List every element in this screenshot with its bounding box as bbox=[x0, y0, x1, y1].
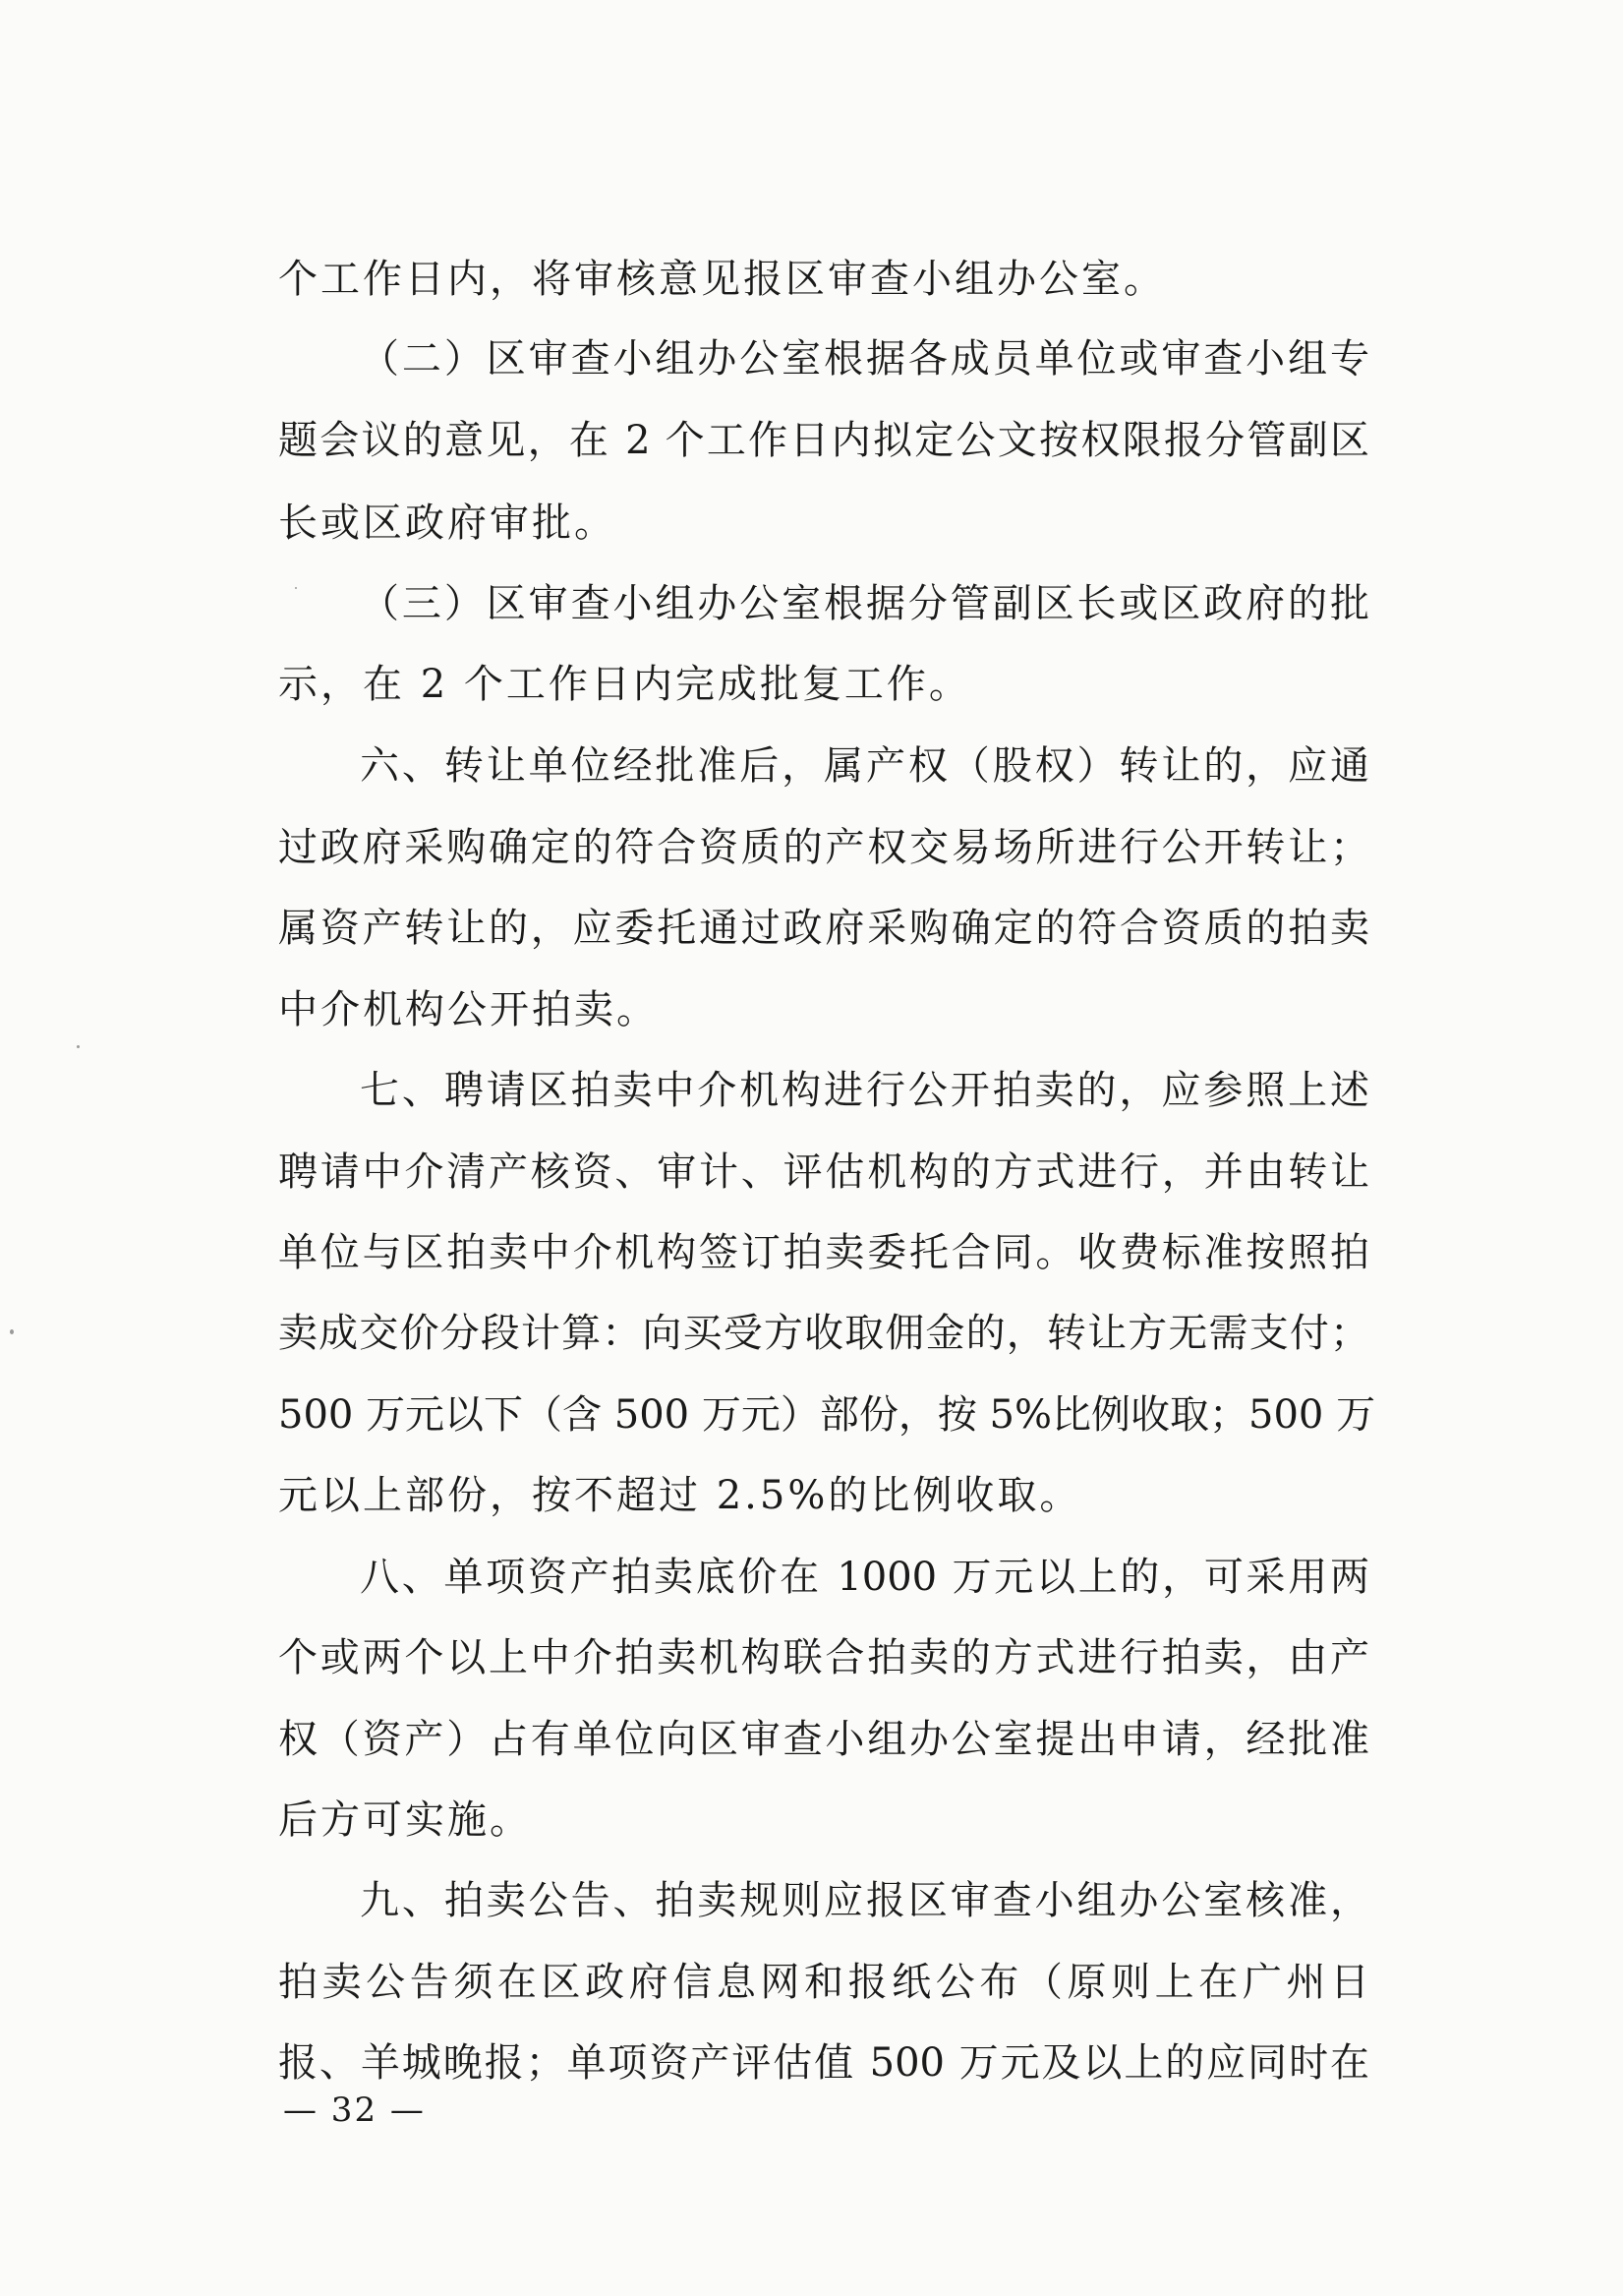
text-line: 500 万元以下（含 500 万元）部份，按 5%比例收取；500 万 bbox=[278, 1392, 1376, 1438]
text-line: 卖成交价分段计算：向买受方收取佣金的，转让方无需支付； bbox=[278, 1311, 1369, 1356]
text-line: 八、单项资产拍卖底价在 1000 万元以上的，可采用两 bbox=[360, 1555, 1369, 1600]
text-line: 报、羊城晚报；单项资产评估值 500 万元及以上的应同时在 bbox=[278, 2040, 1369, 2086]
text-line: 个或两个以上中介拍卖机构联合拍卖的方式进行拍卖，由产 bbox=[278, 1635, 1369, 1680]
text-line: 示，在 2 个工作日内完成批复工作。 bbox=[278, 662, 971, 707]
text-line: 过政府采购确定的符合资质的产权交易场所进行公开转让； bbox=[278, 825, 1369, 870]
scan-speck bbox=[10, 1329, 14, 1334]
scan-speck bbox=[295, 587, 297, 589]
text-line: 九、拍卖公告、拍卖规则应报区审查小组办公室核准， bbox=[360, 1878, 1369, 1923]
text-line: 后方可实施。 bbox=[278, 1797, 532, 1843]
page-number: — 32 — bbox=[283, 2090, 426, 2130]
text-line: 聘请中介清产核资、审计、评估机构的方式进行，并由转让 bbox=[278, 1149, 1369, 1195]
text-line: 中介机构公开拍卖。 bbox=[278, 987, 659, 1032]
text-line: 权（资产）占有单位向区审查小组办公室提出申请，经批准 bbox=[278, 1717, 1369, 1762]
text-line: 七、聘请区拍卖中介机构进行公开拍卖的，应参照上述 bbox=[360, 1068, 1369, 1113]
text-line: （三）区审查小组办公室根据分管副区长或区政府的批 bbox=[360, 581, 1369, 626]
text-line: （二）区审查小组办公室根据各成员单位或审查小组专 bbox=[360, 336, 1369, 382]
text-line: 六、转让单位经批准后，属产权（股权）转让的，应通 bbox=[360, 743, 1369, 789]
text-line: 单位与区拍卖中介机构签订拍卖委托合同。收费标准按照拍 bbox=[278, 1230, 1369, 1275]
text-line: 拍卖公告须在区政府信息网和报纸公布（原则上在广州日 bbox=[278, 1960, 1369, 2005]
text-line: 元以上部份，按不超过 2.5%的比例收取。 bbox=[278, 1473, 1082, 1518]
scan-speck bbox=[77, 1045, 80, 1048]
text-line: 题会议的意见，在 2 个工作日内拟定公文按权限报分管副区 bbox=[278, 418, 1369, 463]
text-line: 属资产转让的，应委托通过政府采购确定的符合资质的拍卖 bbox=[278, 906, 1369, 951]
text-line: 个工作日内，将审核意见报区审查小组办公室。 bbox=[278, 257, 1166, 302]
text-line: 长或区政府审批。 bbox=[278, 500, 616, 546]
